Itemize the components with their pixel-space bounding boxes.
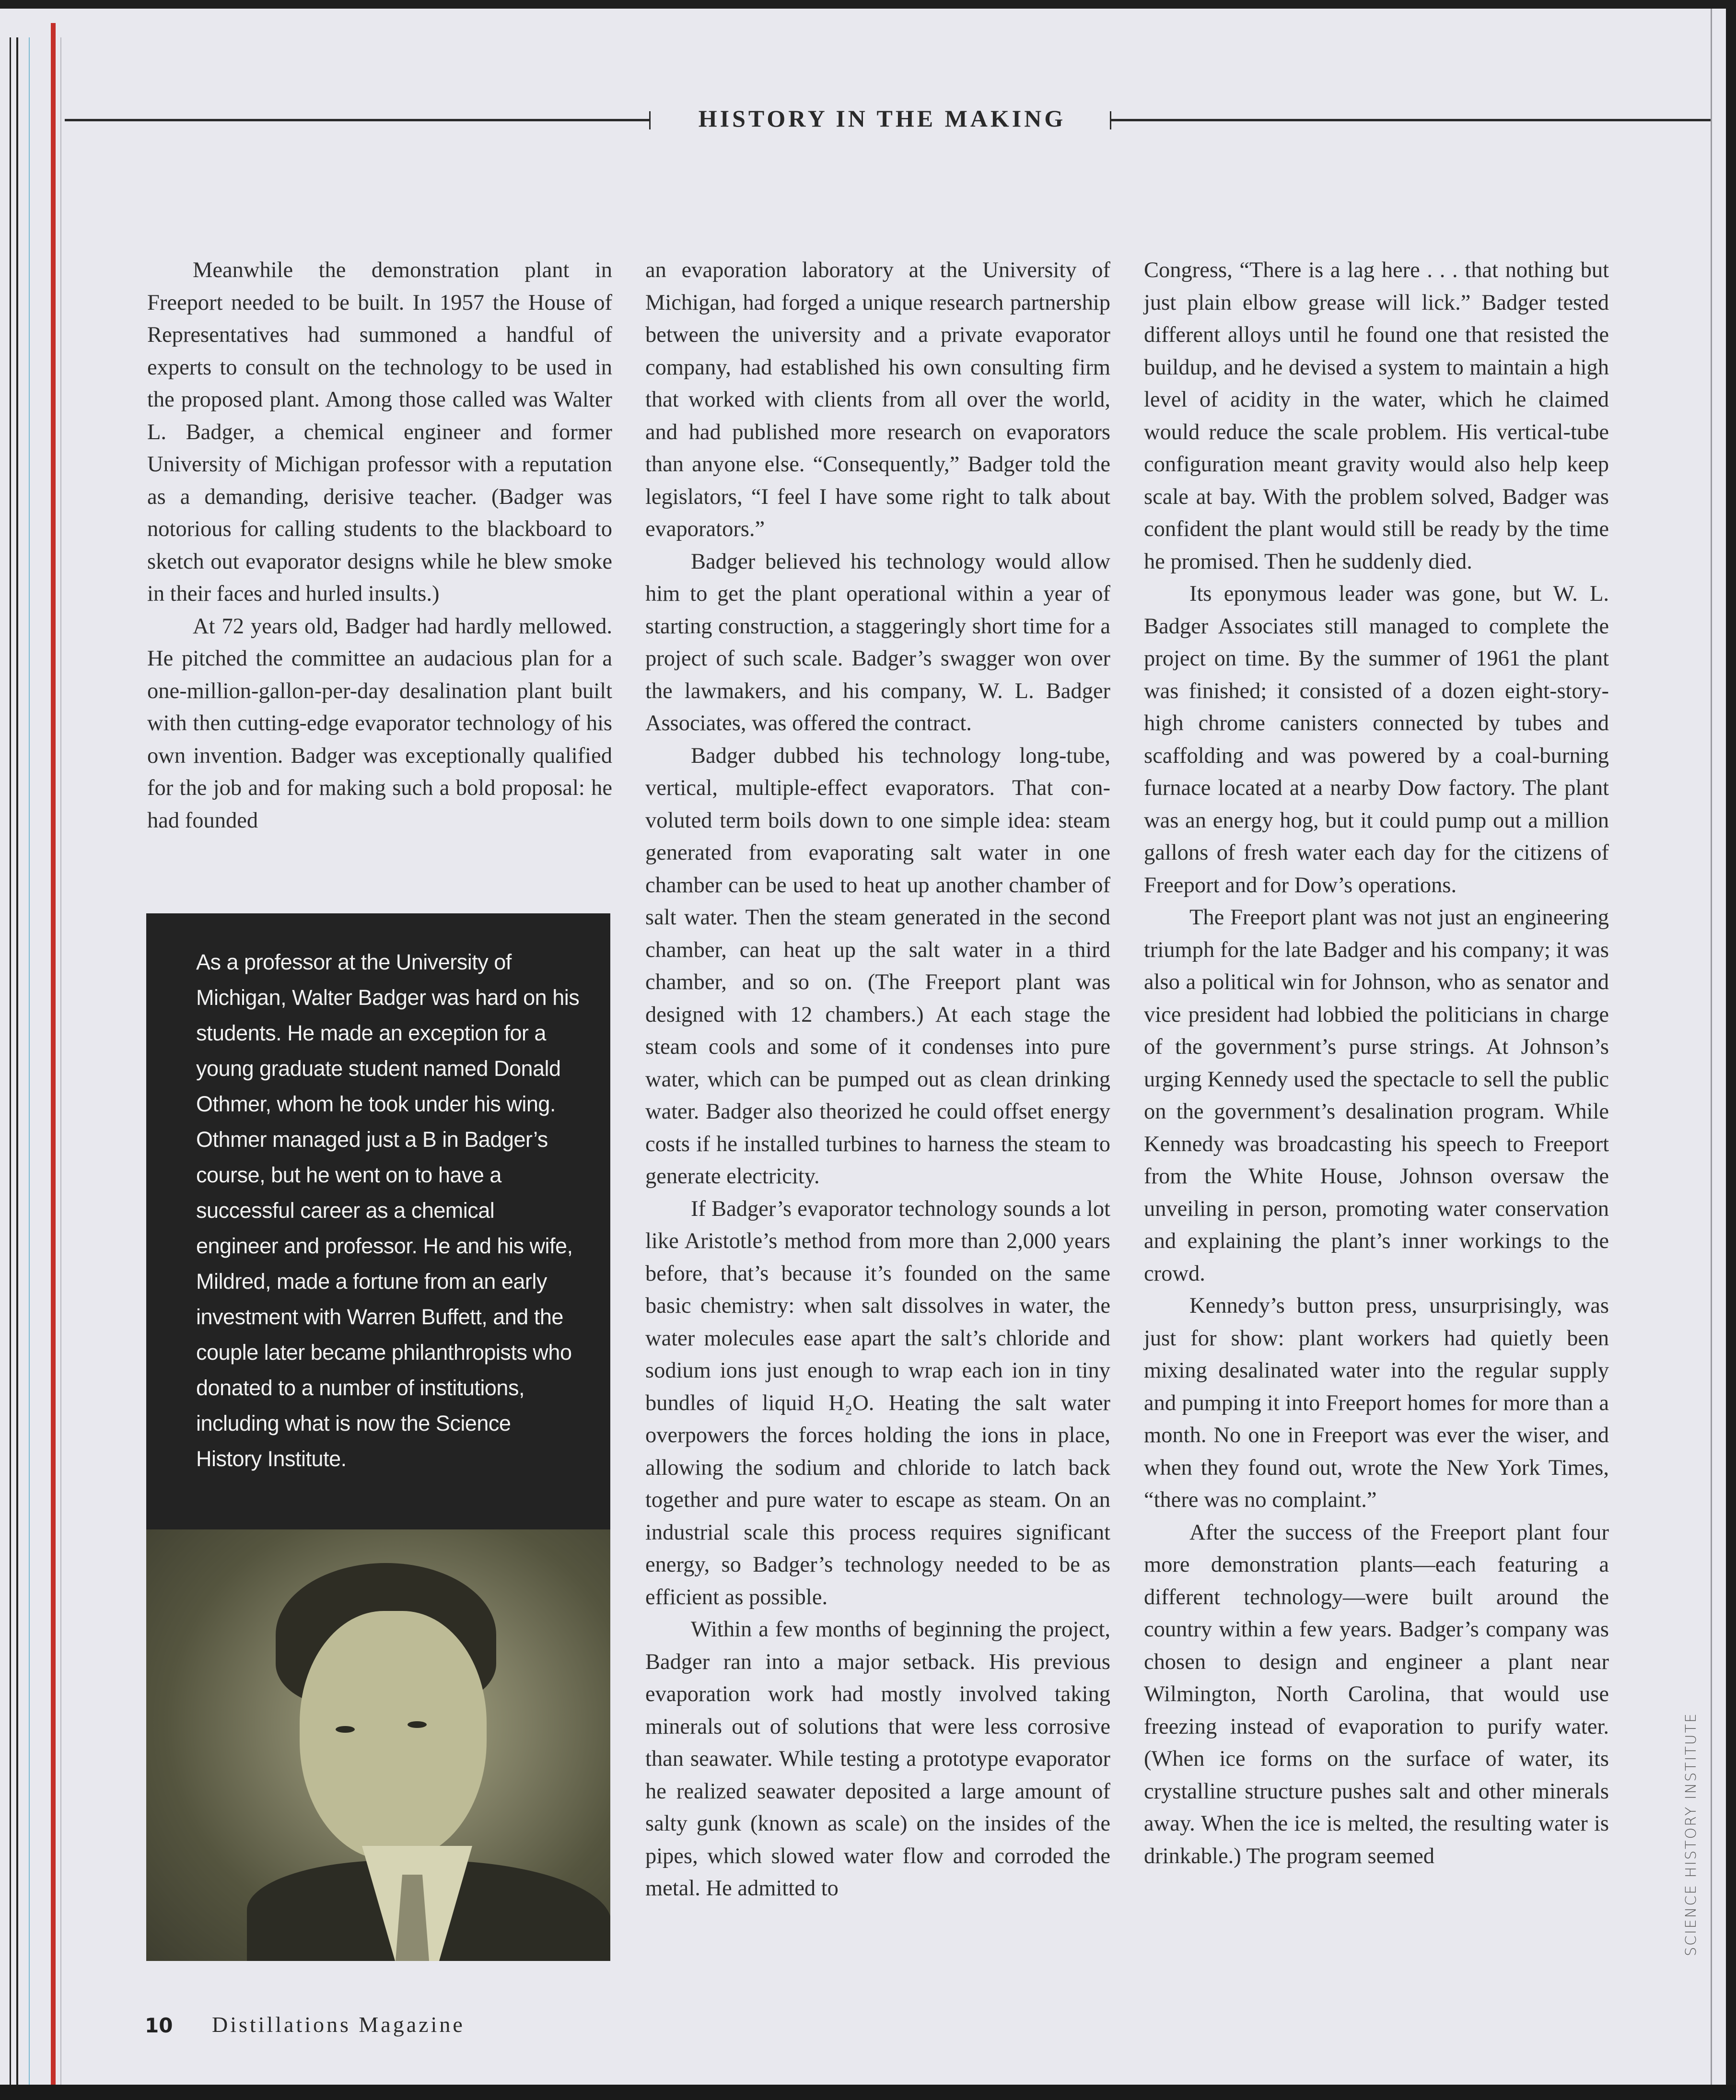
- article-column-right: [1144, 254, 1609, 1872]
- paragraph: Kennedy’s button press, unsurprisingly, was just for show: plant workers had quietly been mixing desalinated water into the regular supply and pumping it into Freeport homes for more than a month. No one in Freeport was ever the wiser, and when they found out, wrote the New York Times, “there was no complaint.”: [1144, 1294, 1609, 1512]
- paragraph: an evaporation laboratory at the University of Michigan, had forged a unique research partnership between the university and a private evaporator company, had established his own consulting firm that worked with clients from all over the world, and had published more research on evaporators than anyone else. “Consequently,” Badger told the legislators, “I feel I have some right to talk about evaporators.”: [645, 258, 1110, 541]
- paragraph: Congress, “There is a lag here . . . that nothing but just plain elbow grease will lick.” Badger tested different alloys until he found one that resisted the buildup, and he devised a system to maintain a high level of acidity in the water, which he claimed would reduce the scale problem. His vertical-tube configuration meant gravity would also help keep scale at bay. With the problem solved, Badger was confident the plant would still be ready by the time he promised. Then he suddenly died.: [1144, 258, 1609, 574]
- page-edge-blue: [29, 37, 30, 2085]
- paragraph: Within a few months of beginning the project, Badger ran into a major setback. His previous evaporation work had mostly involved taking minerals out of solutions that were less corrosive than seawater. While testing a prototype evaporator he realized seawater deposited a large amount of salty gunk (known as scale) on the insides of the pipes, which slowed water flow and corroded the metal. He admitted to: [645, 1617, 1110, 1901]
- paragraph: The Freeport plant was not just an engineering triumph for the late Badger and his company; it was also a political win for Johnson, who as senator and vice president had lobbied the politicians in charge of the government’s purse strings. At Johnson’s urging Kennedy used the spectacle to sell the public on the government’s desalination program. While Kennedy was broadcasting his speech to Freeport from the White House, Johnson oversaw the unveiling in person, promoting water conservation and explaining the plant’s inner workings to the crowd.: [1144, 905, 1609, 1286]
- scan-bottom-edge: [0, 2085, 1736, 2100]
- page-edge: [10, 37, 11, 2085]
- header-rule-left: [65, 119, 650, 121]
- photo-eye: [336, 1726, 355, 1733]
- article-column-middle: [645, 254, 1110, 1905]
- section-title: HISTORY IN THE MAKING: [698, 105, 1066, 132]
- photo-face: [300, 1611, 487, 1860]
- header-rule-tick: [649, 111, 651, 129]
- header-rule-right: [1111, 119, 1711, 121]
- sidebar-caption: As a professor at the University of Michigan, Walter Badger was hard on his students. He made an exception for a young graduate student named Donald Othmer, whom he took under his wing. Othmer managed just a B in Badger’s course, but he went on to have a successful career as a chemical engineer and professor. He and his wife, Mildred, made a fortune from an early investment with Warren Buffett, and the couple later became philanthropists who donated to a number of institutions, including what is now the Science History Institute.: [196, 950, 580, 1471]
- paragraph: At 72 years old, Badger had hardly mellowed. He pitched the committee an audacious plan for a one-million-gallon-per-day desalination plant built with then cutting-edge evaporator technology of his own invention. Badger was exceptionally qualified for the job and for making such a bold proposal: he had founded: [147, 614, 612, 833]
- article-column-left: [147, 254, 612, 837]
- paragraph: Badger believed his technology would allow him to get the plant operational within a year of starting construction, a staggeringly short time for a project of such scale. Badger’s swagger won over the lawmakers, and his company, W. L. Badger Associates, was offered the contract.: [645, 549, 1110, 735]
- publisher-vertical-label: SCIENCE HISTORY INSTITUTE: [1683, 1712, 1700, 1956]
- page-number: 10: [145, 2014, 173, 2037]
- page-fold-line: [1711, 9, 1712, 2085]
- binding-red-stripe: [51, 23, 56, 2085]
- paragraph: Badger dubbed his technology long-tube, vertical, multiple-effect evaporators. That convoluted term boils down to one simple idea: steam generated from evaporating salt water in one chamber can be used to heat up another chamber of salt water. Then the steam generated in the second chamber, can heat up the salt water in a third chamber, and so on. (The Freeport plant was designed with 12 chambers.) At each stage the steam cools and some of it condenses into pure water, which can be pumped out as clean drinking water. Badger also theorized he could offset energy costs if he installed turbines to harness the steam to generate electricity.: [645, 743, 1110, 1189]
- paragraph: After the success of the Freeport plant four more demonstration plants—each featuring a different technology—were built around the country within a few years. Badger’s company was chosen to design and engineer a plant near Wilmington, North Carolina, that would use freezing instead of evaporation to purify water. (When ice forms on the surface of water, its crystalline structure pushes salt and other minerals away. When the ice is melted, the resulting water is drinkable.) The program seemed: [1144, 1520, 1609, 1868]
- paragraph: Meanwhile the demonstration plant in Freeport needed to be built. In 1957 the House of Representatives had summoned a handful of experts to consult on the technology to be used in the proposed plant. Among those called was Walter L. Badger, a chemical engineer and former University of Michigan professor with a reputation as a demanding, derisive teacher. (Badger was notorious for calling students to the blackboard to sketch out evaporator designs while he blew smoke in their faces and hurled insults.): [147, 258, 612, 606]
- photo-eye: [408, 1721, 427, 1728]
- paragraph: Its eponymous leader was gone, but W. L. Badger Associates still managed to complete the project on time. By the summer of 1961 the plant was finished; it consisted of a dozen eight-story-high chrome canisters connected by tubes and scaffolding and was powered by a coal-burning furnace located at a nearby Dow factory. The plant was an energy hog, but it could pump out a million gallons of fresh water each day for the citizens of Freeport and for Dow’s operations.: [1144, 582, 1609, 898]
- portrait-photo: [146, 1529, 610, 1961]
- page-edge: [16, 37, 18, 2085]
- paragraph: If Badger’s evaporator technology sounds a lot like Aristotle’s method from more than 2,000 years before, that’s because it’s founded on the same basic chemistry: when salt dissolves in water, the water molecules ease apart the salt’s chloride and sodium ions just enough to wrap each ion in tiny bundles of liquid H₂O. Heating the salt water overpowers the forces holding the ions in place, allowing the sodium and chloride to latch back together and pure water to escape as steam. On an industrial scale this process requires significant energy, so Badger’s technology needed to be as efficient as possible.: [645, 1196, 1110, 1610]
- page-edge: [60, 37, 61, 2085]
- sidebar-box: [146, 913, 610, 1529]
- magazine-name: Distillations Magazine: [212, 2012, 465, 2037]
